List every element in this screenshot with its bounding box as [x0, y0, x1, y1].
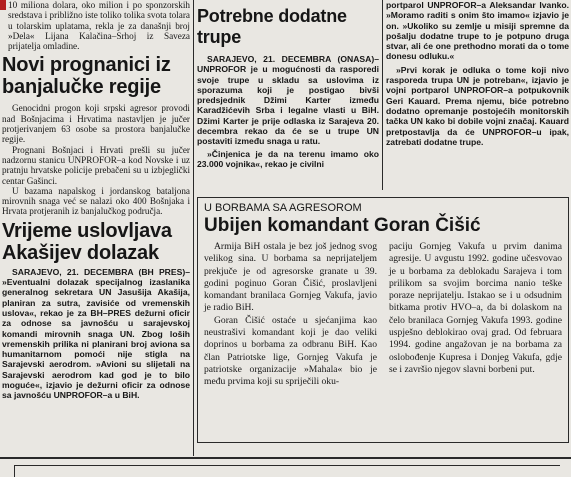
article-paragraph-dateline — [197, 54, 379, 147]
column-rule-2 — [382, 0, 383, 190]
article-paragraph: Armija BiH ostala je bez još jednog svog velikog sina. U borbama sa neprijateljem prekjuče je od agresorske granate u 39. godini poginuo Goran Čišić, proslavljeni komandant branilaca Gornjeg Vakufa, javio je radio BiH. — [204, 241, 377, 314]
article-paragraph-dateline — [2, 267, 190, 401]
continued-paragraph: 10 miliona dolara, oko milion i po sponzorskih sredstava i približno iste toliko tolika svota tolara u tolarskim uplatama, rekla je za današnji broj »Dela« Lijana Kalačina–Srhoj iz Saveza prijatelja omladine. — [8, 0, 190, 52]
column-middle — [197, 0, 379, 169]
headline-potrebne-dodatne-trupe: Potrebne dodatne trupe — [197, 6, 347, 47]
dateline: SARAJEVO, 21. DECEMBRA (BH PRES) — [12, 266, 186, 277]
article-paragraph: Goran Čišić ostaće u sjećanjima kao neustrašivi komandant koji je dao veliki doprinos u borbama za odbranu BiH. Kao član Patriotske lige, Gornjeg Vakufa je patriotske organizacije »Mahala« bio je među prvima koji su spriječili oku- — [204, 314, 377, 388]
column-rule-1 — [193, 0, 194, 456]
article-paragraph: »Činjenica je da na terenu imamo oko 23.000 vojnika«, rekao je civilni — [197, 148, 379, 169]
column-left — [2, 0, 190, 401]
boxed-article — [197, 197, 569, 443]
article-paragraph: portparol UNPROFOR–a Aleksandar Ivanko. »Moramo raditi s onim što imamo« izjavio je on. »Ukoliko su zemlje u misiji spremne da pošalju dodatne trupe to je potpuno druga stvar, ali će one prethodno morati da o tome donesu odluku.« — [386, 0, 569, 62]
article-text: – UNPROFOR je u mogućnosti da rasporedi svoje trupe u skladu sa uslovima iz sporazuma koji je postigao bivši predsjednik Džimi Karter između Karadžićevih Srba i legalne vlasti u BiH. Džimi Karter je prije odlaska iz Sarajeva 20. decembra rekao da će se u trupe UN postaviti između snaga u ratu. — [197, 54, 379, 147]
bottom-rule — [0, 457, 571, 474]
headline-vrijeme-uslovljava: Vrijeme uslovljava Akašijev dolazak — [2, 219, 172, 264]
boxed-column-left — [204, 241, 377, 389]
dateline: SARAJEVO, 21. DECEMBRA (ONASA) — [207, 54, 375, 64]
headline-ubijen-komandant: Ubijen komandant Goran Čišić — [204, 215, 481, 236]
kicker: U BORBAMA SA AGRESOROM — [204, 202, 362, 214]
headline-novi-prognanici: Novi prognanici iz banjalučke regije — [2, 54, 171, 99]
article-paragraph: paciju Gornjeg Vakufa u prvim danima agresije. U avgustu 1992. godine učesvovao je u borbama za deblokadu Sarajeva i tom prilikom sa svojim borcima nanio teške poraze neprijatelju. Istakao se i u odsudnim bitkama protiv HVO–a, da bi dolaskom na čelo branilaca Gornjeg Vakufa 1993. godine uspješno deblokirao ovaj grad. Od februara 1994. godine angažovan je na borbama za oslobođenje Kupresa i Donjeg Vakufa, gdje se i završio njegov slavni borbeni put. — [389, 241, 562, 375]
article-paragraph: U bazama napalskog i jordanskog bataljona mirovnih snaga već se nalazi oko 400 Bošnjaka i Hrvata protjeranih iz banjalučkog područja. — [2, 185, 190, 217]
article-paragraph: »Prvi korak je odluka o tome koji nivo rasporeda trupa UN je potreban«, izjavio je vojni portparol UNPROFOR–a potpukovnik Geri Kauard. Prema njemu, biće potrebno dodatno opremanje postojećih monitorskih tačka UN kako bi dobile vojni značaj. Kauard pretpostavlja da će UNPROFOR–u ipak, zatrebati dodatne trupe. — [386, 64, 569, 147]
article-paragraph: Prognani Bošnjaci i Hrvati prešli su jučer nadzornu stanicu UNPROFOR–a kod Novske i uz pratnju hrvatske policije prebačeni su u izbjeglički centar Gašinci. — [2, 144, 190, 186]
next-article-frame — [14, 465, 560, 477]
boxed-column-right — [389, 241, 562, 389]
boxed-article-body — [204, 241, 562, 389]
article-text: – »Eventualni dolazak specijalnog izaslanika generalnog sekretara UN Jasušija Akašija, planiran za sutra, zavisiće od vremenskih uslova«, rekao je za BH–PRES dežurni oficir za odnose sa javnošću u sarajevskoj komandi mirovnih snaga UN. Zbog loših vremenskih prilika ni planirani broj aviona sa humanitarnom pomoći nije stigla na Sarajevski aerodrom. »Avioni su slijetali na Sarajevski aerodrom kad god je to bilo moguće«, izjavio je dežurni oficir za odnose sa javnošću UNPROFOR–a u BiH. — [2, 266, 190, 401]
article-paragraph: Genocidni progon koji srpski agresor provodi nad Bošnjacima i Hrvatima nastavljen je jučer protjerivanjem 63 osobe sa prostora banjalučke regije. — [2, 103, 190, 145]
column-right — [386, 0, 569, 147]
